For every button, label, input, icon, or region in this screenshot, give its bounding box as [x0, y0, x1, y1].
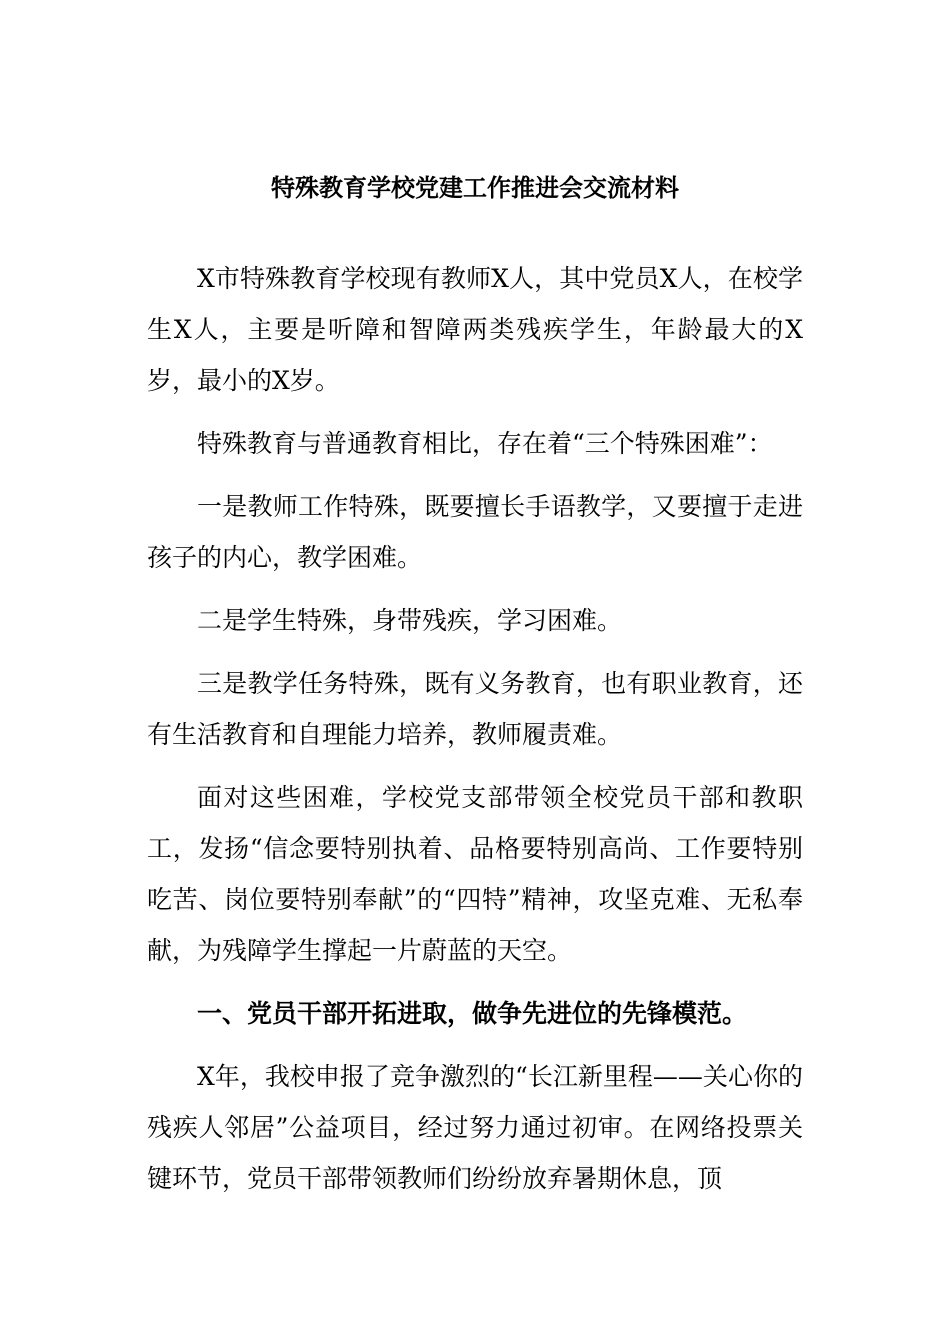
- paragraph-section-1: X年，我校申报了竞争激烈的“长江新里程——关心你的残疾人邻居”公益项目，经过努力通过初审。在网络投票关键环节，党员干部带领教师们纷纷放弃暑期休息，顶: [147, 1062, 803, 1193]
- paragraph-difficulty-3: 三是教学任务特殊，既有义务教育，也有职业教育，还有生活教育和自理能力培养，教师履责难。: [147, 669, 803, 749]
- paragraph-difficulties: 特殊教育与普通教育相比，存在着“三个特殊困难”：: [197, 429, 773, 458]
- paragraph-difficulty-2: 二是学生特殊，身带残疾，学习困难。: [197, 606, 623, 635]
- paragraph-intro: X市特殊教育学校现有教师X人，其中党员X人，在校学生X人，主要是听障和智障两类残疾学生，年龄最大的X岁，最小的X岁。: [147, 264, 803, 395]
- document-title: 特殊教育学校党建工作推进会交流材料: [271, 174, 679, 202]
- document-body: [147, 253, 803, 1216]
- paragraph-difficulty-1: 一是教师工作特殊，既要擅长手语教学，又要擅于走进孩子的内心，教学困难。: [147, 492, 803, 572]
- paragraph-response: 面对这些困难，学校党支部带领全校党员干部和教职工，发扬“信念要特别执着、品格要特别高尚、工作要特别吃苦、岗位要特别奉献”的“四特”精神，攻坚克难、无私奉献，为残障学生撑起一片蔚蓝的天空。: [147, 783, 803, 965]
- section-heading-1: 一、党员干部开拓进取，做争先进位的先锋模范。: [197, 999, 748, 1028]
